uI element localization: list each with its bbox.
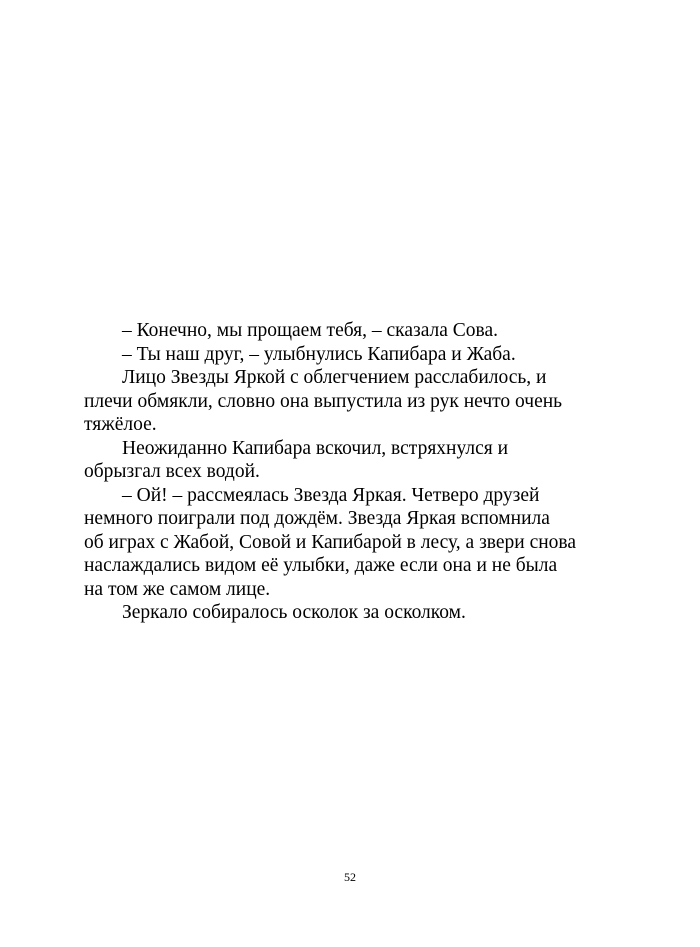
text-line: – Ой! – рассмеялась Звезда Яркая. Четверо друзей — [122, 484, 540, 506]
text-line: тяжёлое. — [84, 414, 157, 435]
text-line: обрызгал всех водой. — [84, 461, 260, 482]
text-line: – Ты наш друг, – улыбнулись Капибара и Жаба. — [122, 343, 516, 365]
text-line: Неожиданно Капибара вскочил, встряхнулся и — [122, 437, 509, 459]
text-line: плечи обмякли, словно она выпустила из рук нечто очень — [84, 390, 563, 412]
page-number: 52 — [344, 870, 356, 884]
text-line: об играх с Жабой, Совой и Капибарой в лесу, а звери снова — [84, 531, 577, 553]
text-line: на том же самом лице. — [84, 578, 271, 600]
text-line: наслаждались видом её улыбки, даже если она и не была — [84, 555, 558, 576]
text-line: Лицо Звезды Яркой с облегчением расслабилось, и — [122, 367, 547, 388]
text-line: немного поиграли под дождём. Звезда Яркая вспомнила — [84, 508, 550, 529]
body-text — [84, 319, 604, 625]
text-line: – Конечно, мы прощаем тебя, – сказала Сова. — [122, 320, 499, 341]
text-line: Зеркало собиралось осколок за осколком. — [122, 602, 466, 623]
